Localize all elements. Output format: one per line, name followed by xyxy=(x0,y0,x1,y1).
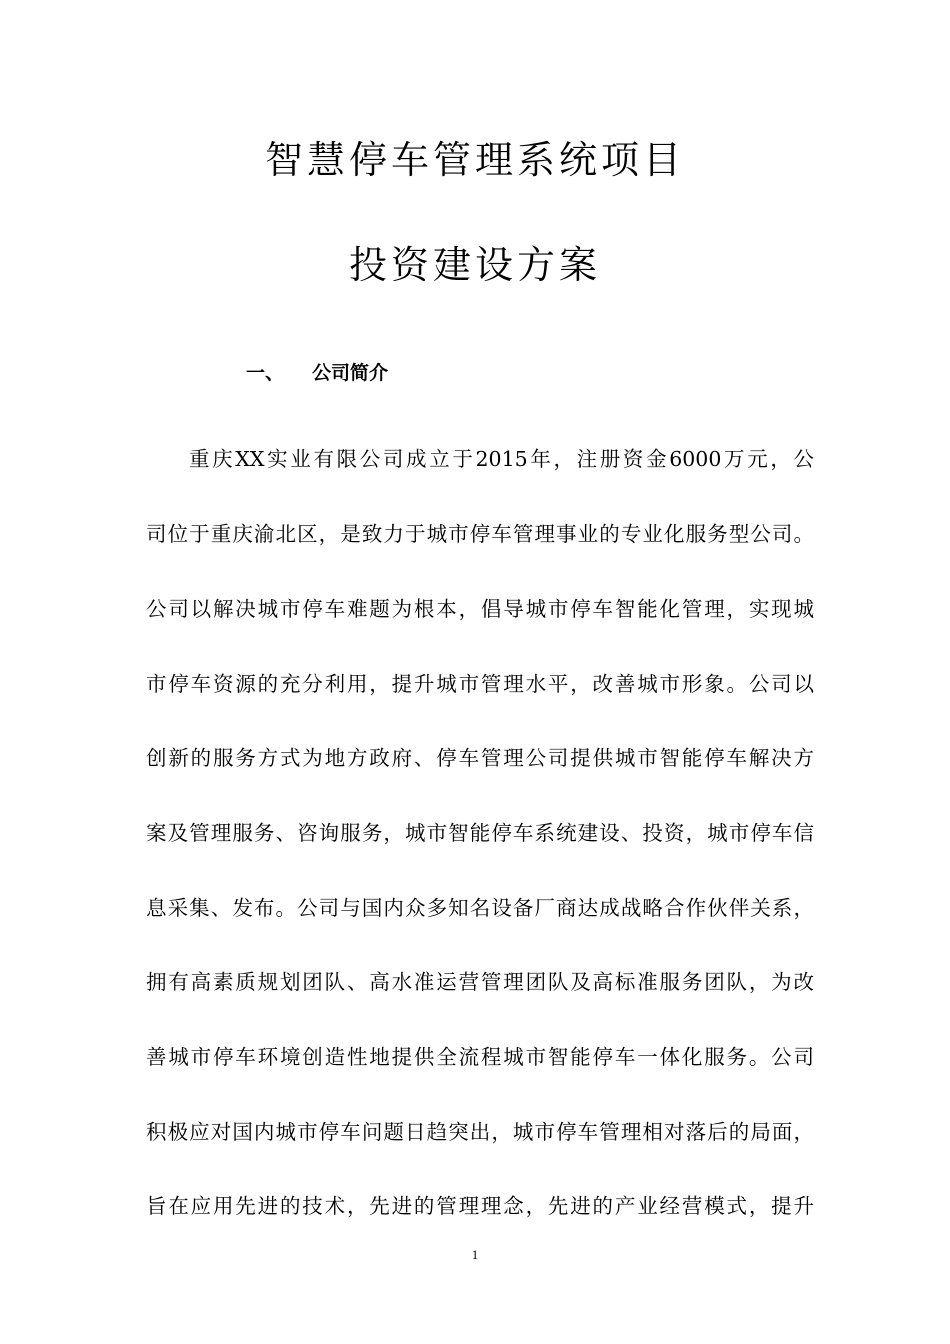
paragraph-line: 重庆XX实业有限公司成立于2015年，注册资金6000万元，公 xyxy=(189,447,814,471)
document-title-line-2: 投资建设方案 xyxy=(348,243,601,287)
paragraph-line: 息采集、发布。公司与国内众多知名设备厂商达成战略合作伙伴关系， xyxy=(146,896,814,920)
page-number: 1 xyxy=(471,1247,479,1262)
paragraph-line: 市停车资源的充分利用，提升城市管理水平，改善城市形象。公司以 xyxy=(146,672,814,696)
section-heading xyxy=(246,358,388,388)
paragraph-line: 案及管理服务、咨询服务，城市智能停车系统建设、投资，城市停车信 xyxy=(146,821,814,845)
section-number: 一、 xyxy=(246,362,285,384)
document-title-line-1: 智慧停车管理系统项目 xyxy=(264,138,685,182)
paragraph-line: 公司以解决城市停车难题为根本，倡导城市停车智能化管理，实现城 xyxy=(146,597,814,621)
paragraph-line: 拥有高素质规划团队、高水准运营管理团队及高标准服务团队，为改 xyxy=(146,970,814,994)
paragraph-line: 积极应对国内城市停车问题日趋突出，城市停车管理相对落后的局面， xyxy=(146,1120,814,1144)
paragraph-line: 善城市停车环境创造性地提供全流程城市智能停车一体化服务。公司 xyxy=(146,1045,814,1069)
paragraph-line: 旨在应用先进的技术，先进的管理理念，先进的产业经营模式，提升 xyxy=(146,1194,814,1218)
section-title: 公司简介 xyxy=(312,362,389,384)
paragraph-line: 创新的服务方式为地方政府、停车管理公司提供城市智能停车解决方 xyxy=(146,746,814,770)
paragraph-line: 司位于重庆渝北区，是致力于城市停车管理事业的专业化服务型公司。 xyxy=(146,522,814,546)
